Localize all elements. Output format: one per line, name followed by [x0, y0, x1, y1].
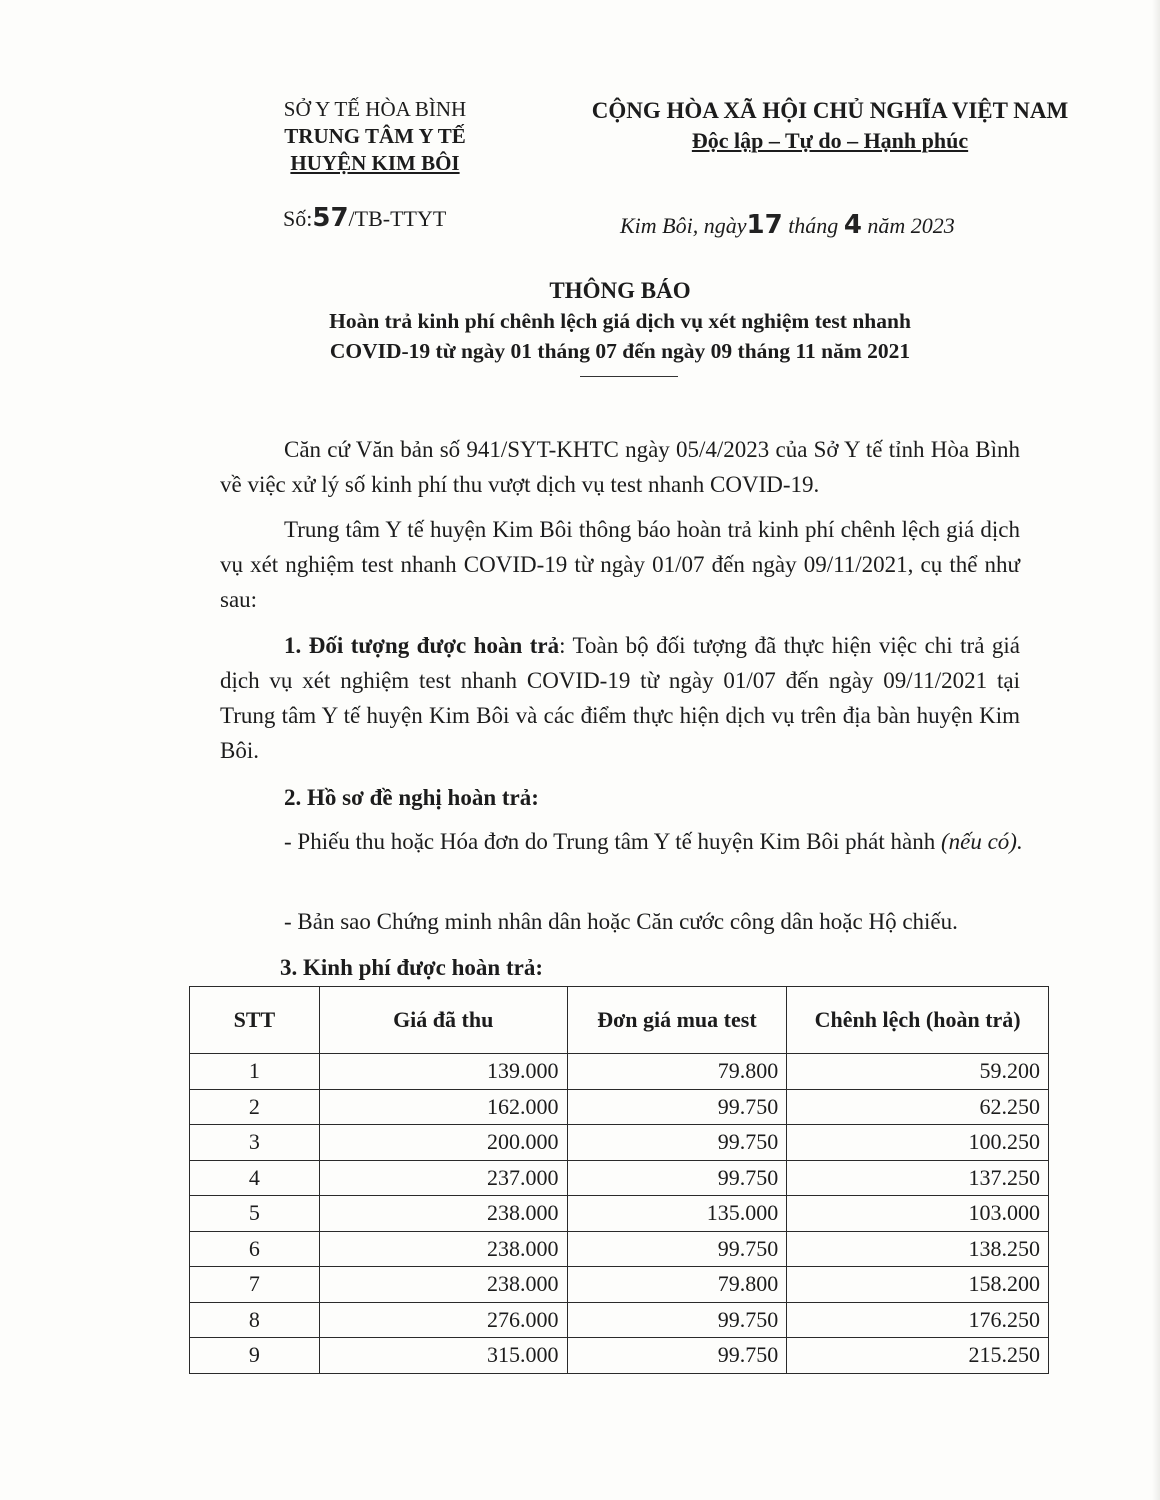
date-year: năm 2023 [867, 213, 955, 238]
cell-difference: 215.250 [787, 1338, 1049, 1374]
cell-stt: 5 [190, 1196, 320, 1232]
scan-edge [1152, 0, 1160, 1500]
table-header-row [190, 987, 1049, 1054]
item-3-heading [280, 950, 1020, 985]
cell-unit-price: 79.800 [567, 1054, 787, 1090]
table-row [190, 1054, 1049, 1090]
cell-unit-price: 99.750 [567, 1302, 787, 1338]
paragraph-legal-basis [220, 432, 1020, 502]
cell-difference: 100.250 [787, 1125, 1049, 1161]
table-row [190, 1338, 1049, 1374]
table-row [190, 1267, 1049, 1303]
cell-unit-price: 99.750 [567, 1231, 787, 1267]
cell-difference: 138.250 [787, 1231, 1049, 1267]
date-day: 17 [746, 210, 783, 240]
item2-line1-text: - Phiếu thu hoặc Hóa đơn do Trung tâm Y tế huyện Kim Bôi phát hành [284, 829, 936, 854]
col-header-difference: Chênh lệch (hoàn trả) [787, 987, 1049, 1054]
cell-stt: 8 [190, 1302, 320, 1338]
nation-name: CỘNG HÒA XÃ HỘI CHỦ NGHĨA VIỆT NAM [591, 98, 1069, 123]
cell-stt: 2 [190, 1089, 320, 1125]
cell-unit-price: 135.000 [567, 1196, 787, 1232]
refund-table [189, 986, 1049, 1374]
table-row [190, 1160, 1049, 1196]
cell-stt: 7 [190, 1267, 320, 1303]
document-number [283, 203, 446, 233]
col-header-stt: STT [190, 987, 320, 1054]
cell-difference: 103.000 [787, 1196, 1049, 1232]
cell-difference: 62.250 [787, 1089, 1049, 1125]
cell-amount-collected: 162.000 [319, 1089, 567, 1125]
cell-stt: 6 [190, 1231, 320, 1267]
cell-amount-collected: 238.000 [319, 1196, 567, 1232]
paragraph-announcement [220, 512, 1020, 617]
item-2-line2 [284, 904, 1044, 939]
notice-subtitle-line2: COVID-19 từ ngày 01 tháng 07 đến ngày 09 tháng 11 năm 2021 [329, 339, 911, 363]
table-row [190, 1125, 1049, 1161]
item-2-heading [284, 780, 1024, 815]
number-handwritten: 57 [312, 203, 349, 233]
item-2-line1 [196, 824, 1036, 859]
notice-subtitle-line1: Hoàn trả kinh phí chênh lệch giá dịch vụ xét nghiệm test nhanh [329, 309, 911, 333]
org-parent: SỞ Y TẾ HÒA BÌNH [283, 97, 467, 121]
para1-text: Căn cứ Văn bản số 941/SYT-KHTC ngày 05/4/2023 của Sở Y tế tỉnh Hòa Bình về việc xử lý số kinh phí thu vượt dịch vụ test nhanh COVID-19. [220, 437, 1020, 497]
item-1-beneficiaries [220, 628, 1020, 768]
cell-unit-price: 99.750 [567, 1160, 787, 1196]
table-body [190, 1054, 1049, 1374]
org-name-line2: HUYỆN KIM BÔI [290, 151, 460, 175]
date-month: 4 [843, 210, 862, 240]
item1-label: 1. Đối tượng được hoàn trả [284, 633, 560, 658]
title-divider [580, 376, 678, 377]
notice-title: THÔNG BÁO [549, 278, 691, 303]
document-date [620, 210, 955, 240]
org-name-line1: TRUNG TÂM Y TẾ [284, 124, 466, 148]
cell-amount-collected: 139.000 [319, 1054, 567, 1090]
cell-unit-price: 99.750 [567, 1125, 787, 1161]
cell-stt: 3 [190, 1125, 320, 1161]
cell-unit-price: 99.750 [567, 1089, 787, 1125]
item1-text: : Toàn bộ đối tượng đã thực hiện việc chi trả giá dịch vụ xét nghiệm test nhanh COVID-19 từ ngày 01/07 đến ngày 09/11/2021 tại Trung tâm Y tế huyện Kim Bôi và các điểm thực hiện dịch vụ trên địa bàn huyện Kim Bôi. [220, 633, 1020, 763]
national-motto: Độc lập – Tự do – Hạnh phúc [691, 128, 969, 153]
item2-line1-note: (nếu có). [940, 829, 1023, 854]
cell-amount-collected: 276.000 [319, 1302, 567, 1338]
cell-stt: 1 [190, 1054, 320, 1090]
cell-amount-collected: 200.000 [319, 1125, 567, 1161]
col-header-amount-collected: Giá đã thu [319, 987, 567, 1054]
cell-amount-collected: 238.000 [319, 1231, 567, 1267]
cell-amount-collected: 237.000 [319, 1160, 567, 1196]
issuing-organization [250, 96, 500, 177]
item2-line2-text: - Bản sao Chứng minh nhân dân hoặc Căn cước công dân hoặc Hộ chiếu. [284, 909, 958, 934]
para2-text: Trung tâm Y tế huyện Kim Bôi thông báo hoàn trả kinh phí chênh lệch giá dịch vụ xét nghiệm test nhanh COVID-19 từ ngày 01/07 đến ngày 09/11/2021, cụ thể như sau: [220, 517, 1020, 612]
table-row [190, 1089, 1049, 1125]
number-suffix: /TB-TTYT [348, 206, 447, 231]
item3-label: 3. Kinh phí được hoàn trả: [280, 955, 543, 980]
cell-difference: 137.250 [787, 1160, 1049, 1196]
date-place: Kim Bôi, ngày [620, 213, 747, 238]
notice-title-block [230, 276, 1010, 366]
col-header-unit-price: Đơn giá mua test [567, 987, 787, 1054]
cell-unit-price: 79.800 [567, 1267, 787, 1303]
cell-amount-collected: 315.000 [319, 1338, 567, 1374]
cell-difference: 158.200 [787, 1267, 1049, 1303]
national-heading [570, 96, 1090, 156]
cell-stt: 9 [190, 1338, 320, 1374]
cell-amount-collected: 238.000 [319, 1267, 567, 1303]
cell-unit-price: 99.750 [567, 1338, 787, 1374]
table-row [190, 1231, 1049, 1267]
cell-difference: 59.200 [787, 1054, 1049, 1090]
date-month-label: tháng [788, 213, 839, 238]
item2-label: 2. Hồ sơ đề nghị hoàn trả: [284, 785, 539, 810]
cell-difference: 176.250 [787, 1302, 1049, 1338]
cell-stt: 4 [190, 1160, 320, 1196]
table-row [190, 1196, 1049, 1232]
number-prefix: Số: [283, 206, 313, 231]
table-row [190, 1302, 1049, 1338]
